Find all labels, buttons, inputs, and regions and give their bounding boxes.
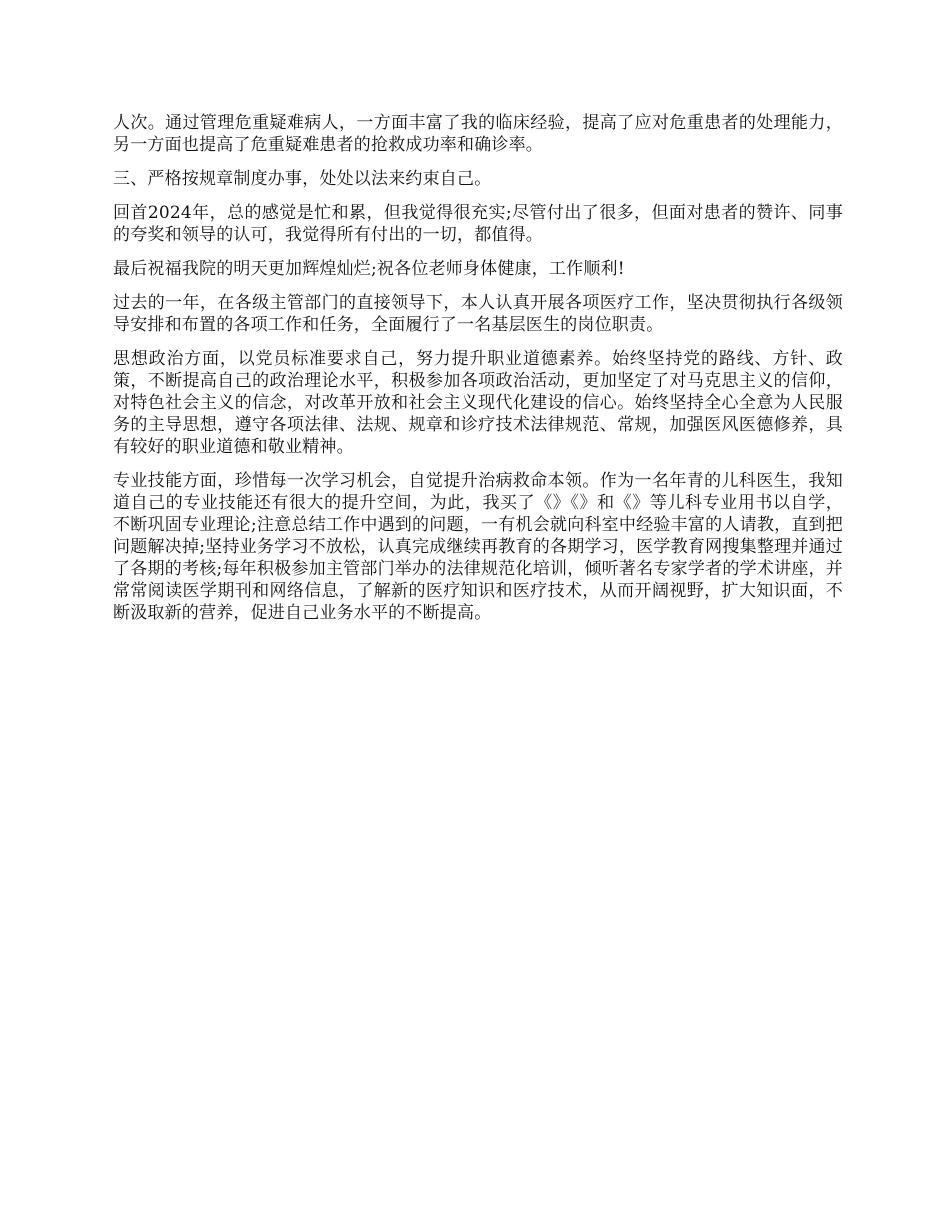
- document-body: [113, 112, 843, 636]
- paragraph-3: 回首2024年，总的感觉是忙和累，但我觉得很充实;尽管付出了很多，但面对患者的赞许、同事的夸奖和领导的认可，我觉得所有付出的一切，都值得。: [113, 203, 843, 245]
- paragraph-4: 最后祝福我院的明天更加辉煌灿烂;祝各位老师身体健康，工作顺利!: [113, 259, 625, 279]
- paragraph-6: 思想政治方面，以党员标准要求自己，努力提升职业道德素养。始终坚持党的路线、方针、政策，不断提高自己的政治理论水平，积极参加各项政治活动，更加坚定了对马克思主义的信仰，对特色社会主义的信念，对改革开放和社会主义现代化建设的信心。始终坚持全心全意为人民服务的主导思想，遵守各项法律、法规、规章和诊疗技术法律规范、常规，加强医风医德修养，具有较好的职业道德和敬业精神。: [113, 349, 843, 457]
- paragraph-5: 过去的一年，在各级主管部门的直接领导下，本人认真开展各项医疗工作，坚决贯彻执行各级领导安排和布置的各项工作和任务，全面履行了一名基层医生的岗位职责。: [113, 293, 843, 335]
- paragraph-1: 人次。通过管理危重疑难病人，一方面丰富了我的临床经验，提高了应对危重患者的处理能力，另一方面也提高了危重疑难患者的抢救成功率和确诊率。: [113, 113, 843, 155]
- paragraph-2-section-heading: 三、严格按规章制度办事，处处以法来约束自己。: [113, 169, 492, 189]
- paragraph-7: 专业技能方面，珍惜每一次学习机会，自觉提升治病救命本领。作为一名年青的儿科医生，我知道自己的专业技能还有很大的提升空间，为此，我买了《》《》和《》等儿科专业用书以自学，不断巩固专业理论;注意总结工作中遇到的问题，一有机会就向科室中经验丰富的人请教，直到把问题解决掉;坚持业务学习不放松，认真完成继续再教育的各期学习，医学教育网搜集整理并通过了各期的考核;每年积极参加主管部门举办的法律规范化培训，倾听著名专家学者的学术讲座，并常常阅读医学期刊和网络信息，了解新的医疗知识和医疗技术，从而开阔视野，扩大知识面，不断汲取新的营养，促进自己业务水平的不断提高。: [113, 471, 843, 623]
